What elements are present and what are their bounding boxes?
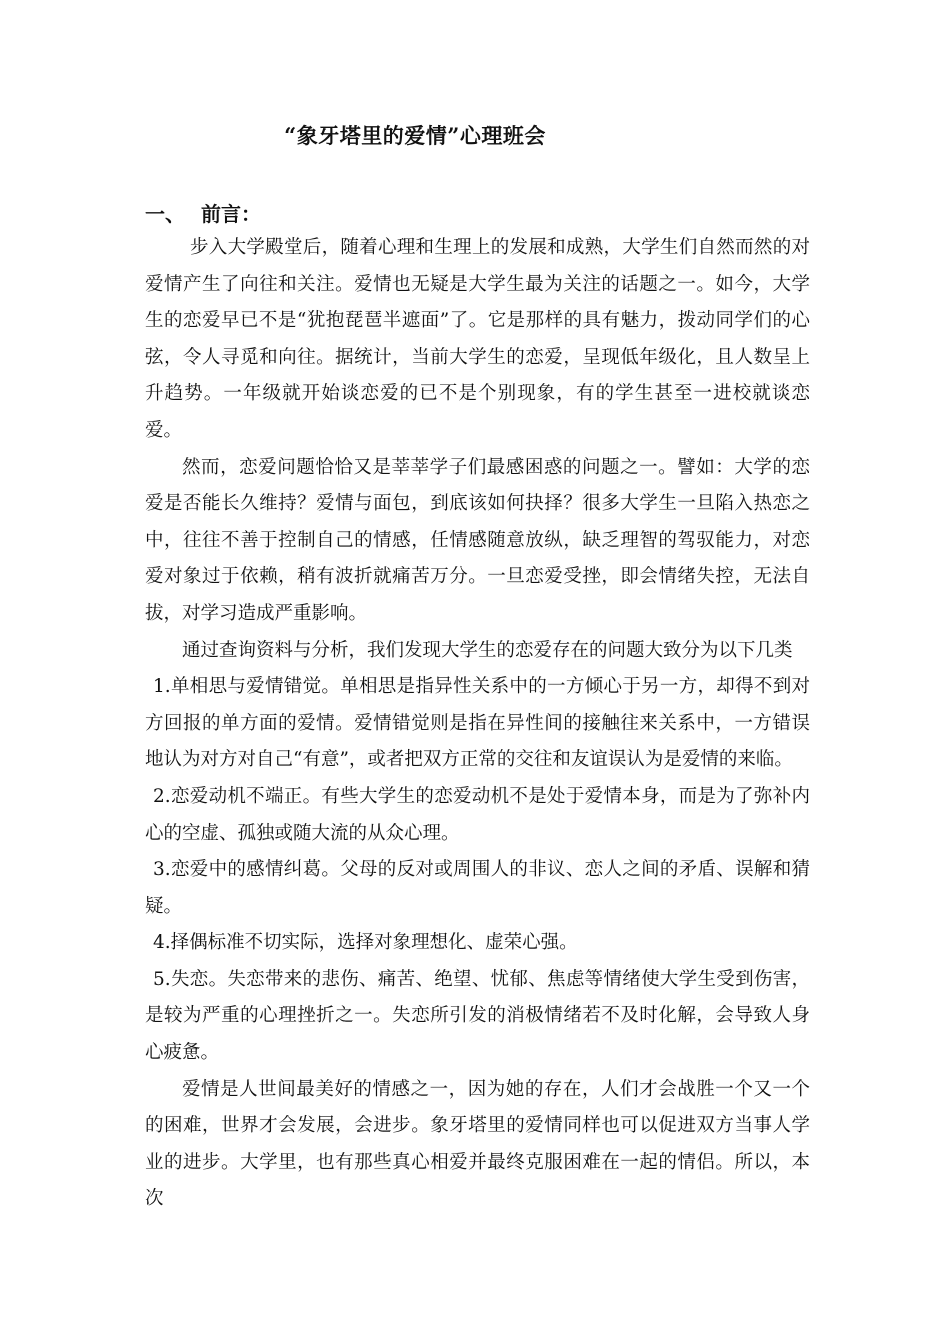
paragraph: 步入大学殿堂后，随着心理和生理上的发展和成熟，大学生们自然而然的对爱情产生了向往和关注。爱情也无疑是大学生最为关注的话题之一。如今，大学生的恋爱早已不是“犹抱琵琶半遮面”了。它是那样的具有魅力，拨动同学们的心弦，令人寻觅和向往。据统计，当前大学生的恋爱，呈现低年级化，且人数呈上升趋势。一年级就开始谈恋爱的已不是个别现象，有的学生甚至一进校就谈恋爱。 [145,237,810,441]
section-number: 一、 [145,202,185,226]
document-title: “象牙塔里的爱情”心理班会 [284,123,546,148]
list-item: 2.恋爱动机不端正。有些大学生的恋爱动机不是处于爱情本身，而是为了弥补内心的空虚、孤独或随大流的从众心理。 [145,785,810,844]
paragraph: 通过查询资料与分析，我们发现大学生的恋爱存在的问题大致分为以下几类 [182,639,793,661]
section-label: 前言： [201,202,261,226]
document-body [145,230,810,1218]
paragraph: 爱情是人世间最美好的情感之一，因为她的存在，人们才会战胜一个又一个的困难，世界才会发展，会进步。象牙塔里的爱情同样也可以促进双方当事人学业的进步。大学里，也有那些真心相爱并最终克服困难在一起的情侣。所以，本次 [145,1078,810,1210]
paragraph: 然而，恋爱问题恰恰又是莘莘学子们最感困惑的问题之一。譬如：大学的恋爱是否能长久维持？爱情与面包，到底该如何抉择？很多大学生一旦陷入热恋之中，往往不善于控制自己的情感，任情感随意放纵，缺乏理智的驾驭能力，对恋爱对象过于依赖，稍有波折就痛苦万分。一旦恋爱受挫，即会情绪失控，无法自拔，对学习造成严重影响。 [145,456,810,624]
section-heading [145,198,261,227]
list-item: 1.单相思与爱情错觉。单相思是指异性关系中的一方倾心于另一方，却得不到对方回报的单方面的爱情。爱情错觉则是指在异性间的接触往来关系中，一方错误地认为对方对自己“有意”，或者把双方正常的交往和友谊误认为是爱情的来临。 [145,676,810,771]
list-item: 5.失恋。失恋带来的悲伤、痛苦、绝望、忧郁、焦虑等情绪使大学生受到伤害，是较为严重的心理挫折之一。失恋所引发的消极情绪若不及时化解，会导致人身心疲惫。 [145,968,810,1064]
list-item: 3.恋爱中的感情纠葛。父母的反对或周围人的非议、恋人之间的矛盾、误解和猜疑。 [145,859,810,917]
list-item: 4.择偶标准不切实际，选择对象理想化、虚荣心强。 [153,932,578,954]
